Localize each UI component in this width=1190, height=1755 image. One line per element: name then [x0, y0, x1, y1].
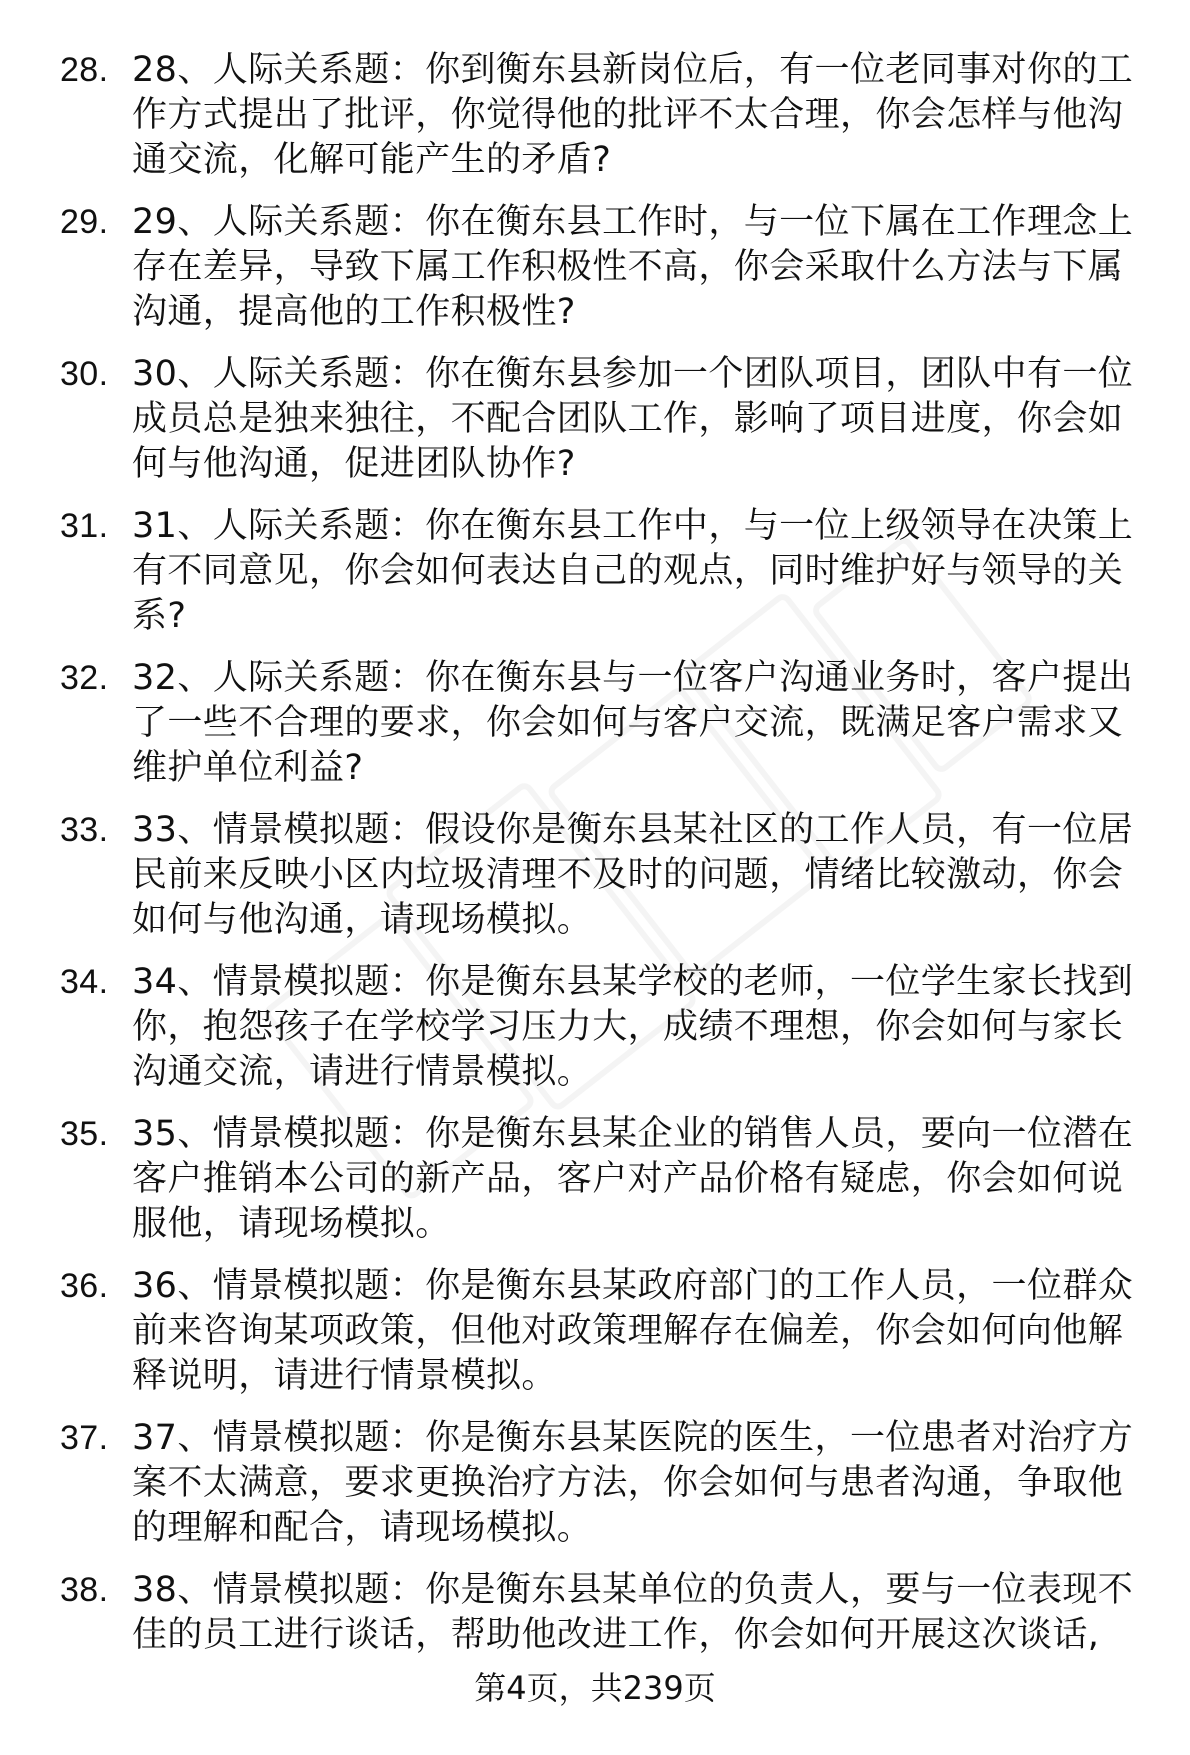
question-item: [0, 1112, 1190, 1247]
question-list: [0, 48, 1190, 1675]
question-item: [0, 504, 1190, 639]
question-number: 35.: [60, 1115, 109, 1153]
question-item: [0, 1416, 1190, 1551]
question-item: [0, 808, 1190, 943]
question-text: 33、情景模拟题：假设你是衡东县某社区的工作人员，有一位居民前来反映小区内垃圾清理不及时的问题，情绪比较激动，你会如何与他沟通，请现场模拟。: [132, 810, 1134, 940]
question-text: 37、情景模拟题：你是衡东县某医院的医生，一位患者对治疗方案不太满意，要求更换治疗方法，你会如何与患者沟通，争取他的理解和配合，请现场模拟。: [132, 1418, 1134, 1548]
question-text: 34、情景模拟题：你是衡东县某学校的老师，一位学生家长找到你，抱怨孩子在学校学习压力大，成绩不理想，你会如何与家长沟通交流，请进行情景模拟。: [132, 962, 1134, 1092]
question-item: [0, 48, 1190, 183]
question-item: [0, 1264, 1190, 1399]
question-text: 32、人际关系题：你在衡东县与一位客户沟通业务时，客户提出了一些不合理的要求，你会如何与客户交流，既满足客户需求又维护单位利益?: [132, 658, 1134, 788]
question-number: 28.: [60, 51, 109, 89]
question-text: 28、人际关系题：你到衡东县新岗位后，有一位老同事对你的工作方式提出了批评，你觉得他的批评不太合理，你会怎样与他沟通交流，化解可能产生的矛盾?: [132, 50, 1134, 180]
question-number: 31.: [60, 507, 109, 545]
question-text: 31、人际关系题：你在衡东县工作中，与一位上级领导在决策上有不同意见，你会如何表达自己的观点，同时维护好与领导的关系?: [132, 506, 1134, 636]
question-item: [0, 200, 1190, 335]
question-number: 33.: [60, 811, 109, 849]
question-item: [0, 352, 1190, 487]
question-text: 29、人际关系题：你在衡东县工作时，与一位下属在工作理念上存在差异，导致下属工作积极性不高，你会采取什么方法与下属沟通，提高他的工作积极性?: [132, 202, 1134, 332]
question-item: [0, 1568, 1190, 1658]
question-number: 34.: [60, 963, 109, 1001]
question-number: 38.: [60, 1571, 109, 1609]
question-number: 36.: [60, 1267, 109, 1305]
question-number: 30.: [60, 355, 109, 393]
question-number: 32.: [60, 659, 109, 697]
question-text: 38、情景模拟题：你是衡东县某单位的负责人，要与一位表现不佳的员工进行谈话，帮助他改进工作，你会如何开展这次谈话,: [132, 1570, 1134, 1655]
page-footer: 第4页，共239页: [474, 1669, 716, 1707]
question-item: [0, 656, 1190, 791]
question-number: 29.: [60, 203, 109, 241]
question-text: 36、情景模拟题：你是衡东县某政府部门的工作人员，一位群众前来咨询某项政策，但他对政策理解存在偏差，你会如何向他解释说明，请进行情景模拟。: [132, 1266, 1134, 1396]
question-item: [0, 960, 1190, 1095]
question-text: 30、人际关系题：你在衡东县参加一个团队项目，团队中有一位成员总是独来独往，不配合团队工作，影响了项目进度，你会如何与他沟通，促进团队协作?: [132, 354, 1134, 484]
question-text: 35、情景模拟题：你是衡东县某企业的销售人员，要向一位潜在客户推销本公司的新产品，客户对产品价格有疑虑，你会如何说服他，请现场模拟。: [132, 1114, 1134, 1244]
question-number: 37.: [60, 1419, 109, 1457]
